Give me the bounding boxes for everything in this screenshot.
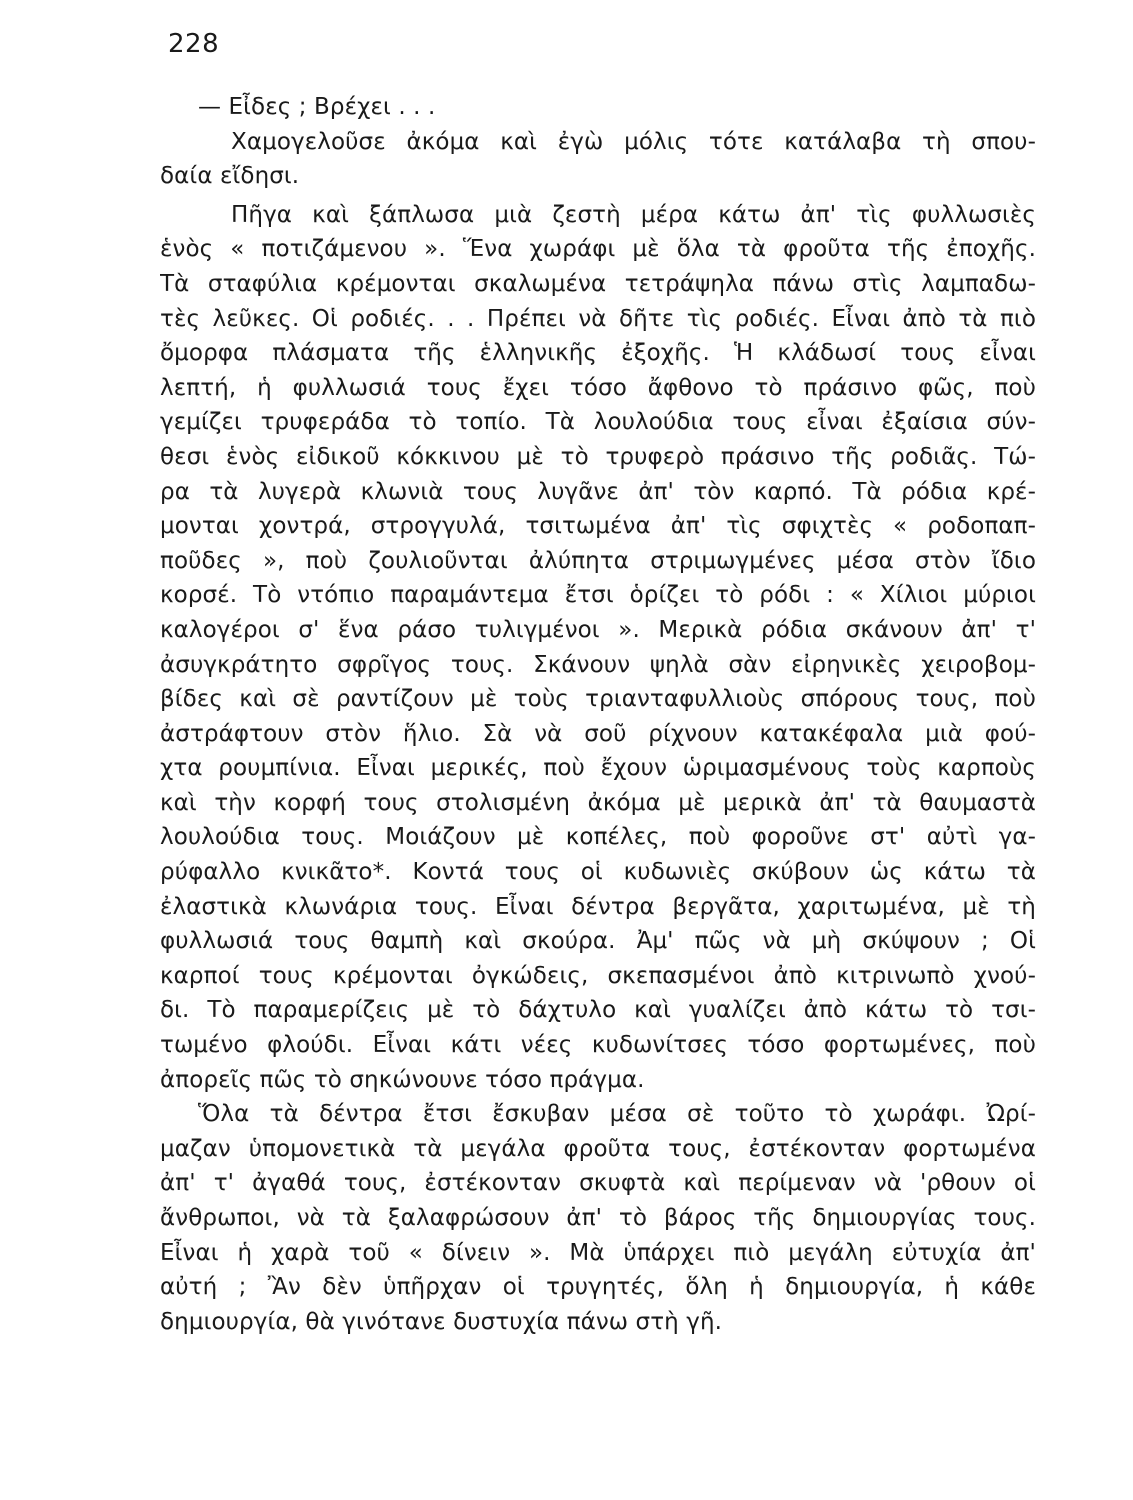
text-line: καλογέροι σ' ἕνα ράσο τυλιγμένοι ». Μερικὰ ρόδια σκάνουν ἀπ' τ' [160, 616, 1036, 643]
text-line: τωμένο φλούδι. Εἶναι κάτι νέες κυδωνίτσες τόσο φορτωμένες, ποὺ [160, 1032, 1036, 1059]
text-line: φυλλωσιά τους θαμπὴ καὶ σκούρα. Ἀμ' πῶς νὰ μὴ σκύψουν ; Οἱ [160, 928, 1036, 955]
text-line: ἀπ' τ' ἀγαθά τους, ἐστέκονταν σκυφτὰ καὶ περίμεναν νὰ 'ρθουν οἱ [160, 1170, 1036, 1197]
text-line: ποῦδες », ποὺ ζουλιοῦνται ἀλύπητα στριμωγμένες μέσα στὸν ἴδιο [160, 547, 1036, 574]
text-line: τὲς λεῦκες. Οἱ ροδιές. . . Πρέπει νὰ δῆτε τὶς ροδιές. Εἶναι ἀπὸ τὰ πιὸ [160, 305, 1036, 332]
text-line: δημιουργία, θὰ γινότανε δυστυχία πάνω στὴ γῆ. [160, 1308, 723, 1335]
text-line: χτα ρουμπίνια. Εἶναι μερικές, ποὺ ἔχουν ὡριμασμένους τοὺς καρποὺς [160, 755, 1036, 782]
text-line: λεπτή, ἡ φυλλωσιά τους ἔχει τόσο ἄφθονο τὸ πράσινο φῶς, ποὺ [160, 374, 1036, 401]
text-line: αὐτή ; Ἂν δὲν ὑπῆρχαν οἱ τρυγητές, ὅλη ἡ δημιουργία, ἡ κάθε [160, 1274, 1036, 1301]
text-line: καὶ τὴν κορφή τους στολισμένη ἀκόμα μὲ μερικὰ ἀπ' τὰ θαυμαστὰ [160, 789, 1036, 816]
text-line: Πῆγα καὶ ξάπλωσα μιὰ ζεστὴ μέρα κάτω ἀπ' τὶς φυλλωσιὲς [231, 201, 1036, 228]
text-line: ὄμορφα πλάσματα τῆς ἑλληνικῆς ἐξοχῆς. Ἡ κλάδωσί τους εἶναι [160, 340, 1036, 367]
text-line: δι. Τὸ παραμερίζεις μὲ τὸ δάχτυλο καὶ γυαλίζει ἀπὸ κάτω τὸ τσι- [160, 997, 1036, 1024]
text-line: Χαμογελοῦσε ἀκόμα καὶ ἐγὼ μόλις τότε κατάλαβα τὴ σπου- [231, 128, 1036, 155]
text-line: ἐλαστικὰ κλωνάρια τους. Εἶναι δέντρα βεργᾶτα, χαριτωμένα, μὲ τὴ [160, 893, 1036, 920]
page-number: 228 [168, 29, 220, 59]
text-line: ἑνὸς « ποτιζάμενου ». Ἕνα χωράφι μὲ ὅλα τὰ φροῦτα τῆς ἐποχῆς. [160, 236, 1036, 263]
text-line: ρα τὰ λυγερὰ κλωνιὰ τους λυγᾶνε ἀπ' τὸν καρπό. Τὰ ρόδια κρέ- [160, 478, 1036, 505]
text-line: μαζαν ὑπομονετικὰ τὰ μεγάλα φροῦτα τους, ἐστέκονταν φορτωμένα [160, 1135, 1036, 1162]
text-line: κορσέ. Τὸ ντόπιο παραμάντεμα ἔτσι ὁρίζει τὸ ρόδι : « Χίλιοι μύριοι [160, 582, 1036, 609]
text-line: ρύφαλλο κνικᾶτο*. Κοντά τους οἱ κυδωνιὲς σκύβουν ὡς κάτω τὰ [160, 859, 1036, 886]
text-line: μονται χοντρά, στρογγυλά, τσιτωμένα ἀπ' τὶς σφιχτὲς « ροδοπαπ- [160, 513, 1036, 540]
text-line: θεσι ἑνὸς εἰδικοῦ κόκκινου μὲ τὸ τρυφερὸ πράσινο τῆς ροδιᾶς. Τώ- [160, 443, 1036, 470]
text-line: γεμίζει τρυφεράδα τὸ τοπίο. Τὰ λουλούδια τους εἶναι ἐξαίσια σύν- [160, 409, 1036, 436]
text-line: Τὰ σταφύλια κρέμονται σκαλωμένα τετράψηλα πάνω στὶς λαμπαδω- [160, 270, 1036, 297]
text-line: ἄνθρωποι, νὰ τὰ ξαλαφρώσουν ἀπ' τὸ βάρος τῆς δημιουργίας τους. [160, 1205, 1036, 1231]
text-line: βίδες καὶ σὲ ραντίζουν μὲ τοὺς τριανταφυλλιοὺς σπόρους τους, ποὺ [160, 686, 1036, 713]
text-line: δαία εἴδησι. [160, 163, 300, 190]
text-line: Εἶναι ἡ χαρὰ τοῦ « δίνειν ». Μὰ ὑπάρχει πιὸ μεγάλη εὐτυχία ἀπ' [160, 1239, 1036, 1266]
text-line: Ὅλα τὰ δέντρα ἔτσι ἔσκυβαν μέσα σὲ τοῦτο τὸ χωράφι. Ὠρί- [198, 1101, 1036, 1128]
text-line: ἀσυγκράτητο σφρῖγος τους. Σκάνουν ψηλὰ σὰν εἰρηνικὲς χειροβομ- [160, 651, 1036, 678]
text-line: ἀστράφτουν στὸν ἥλιο. Σὰ νὰ σοῦ ρίχνουν κατακέφαλα μιὰ φού- [160, 720, 1036, 747]
text-line: ἀπορεῖς πῶς τὸ σηκώνουνε τόσο πράγμα. [160, 1066, 645, 1093]
text-line: καρποί τους κρέμονται ὀγκώδεις, σκεπασμένοι ἀπὸ κιτρινωπὸ χνού- [160, 962, 1036, 989]
body-text [160, 90, 1036, 1339]
text-line: λουλούδια τους. Μοιάζουν μὲ κοπέλες, ποὺ φοροῦνε στ' αὐτὶ γα- [160, 824, 1036, 851]
text-line: — Εἶδες ; Βρέχει . . . [198, 94, 436, 120]
